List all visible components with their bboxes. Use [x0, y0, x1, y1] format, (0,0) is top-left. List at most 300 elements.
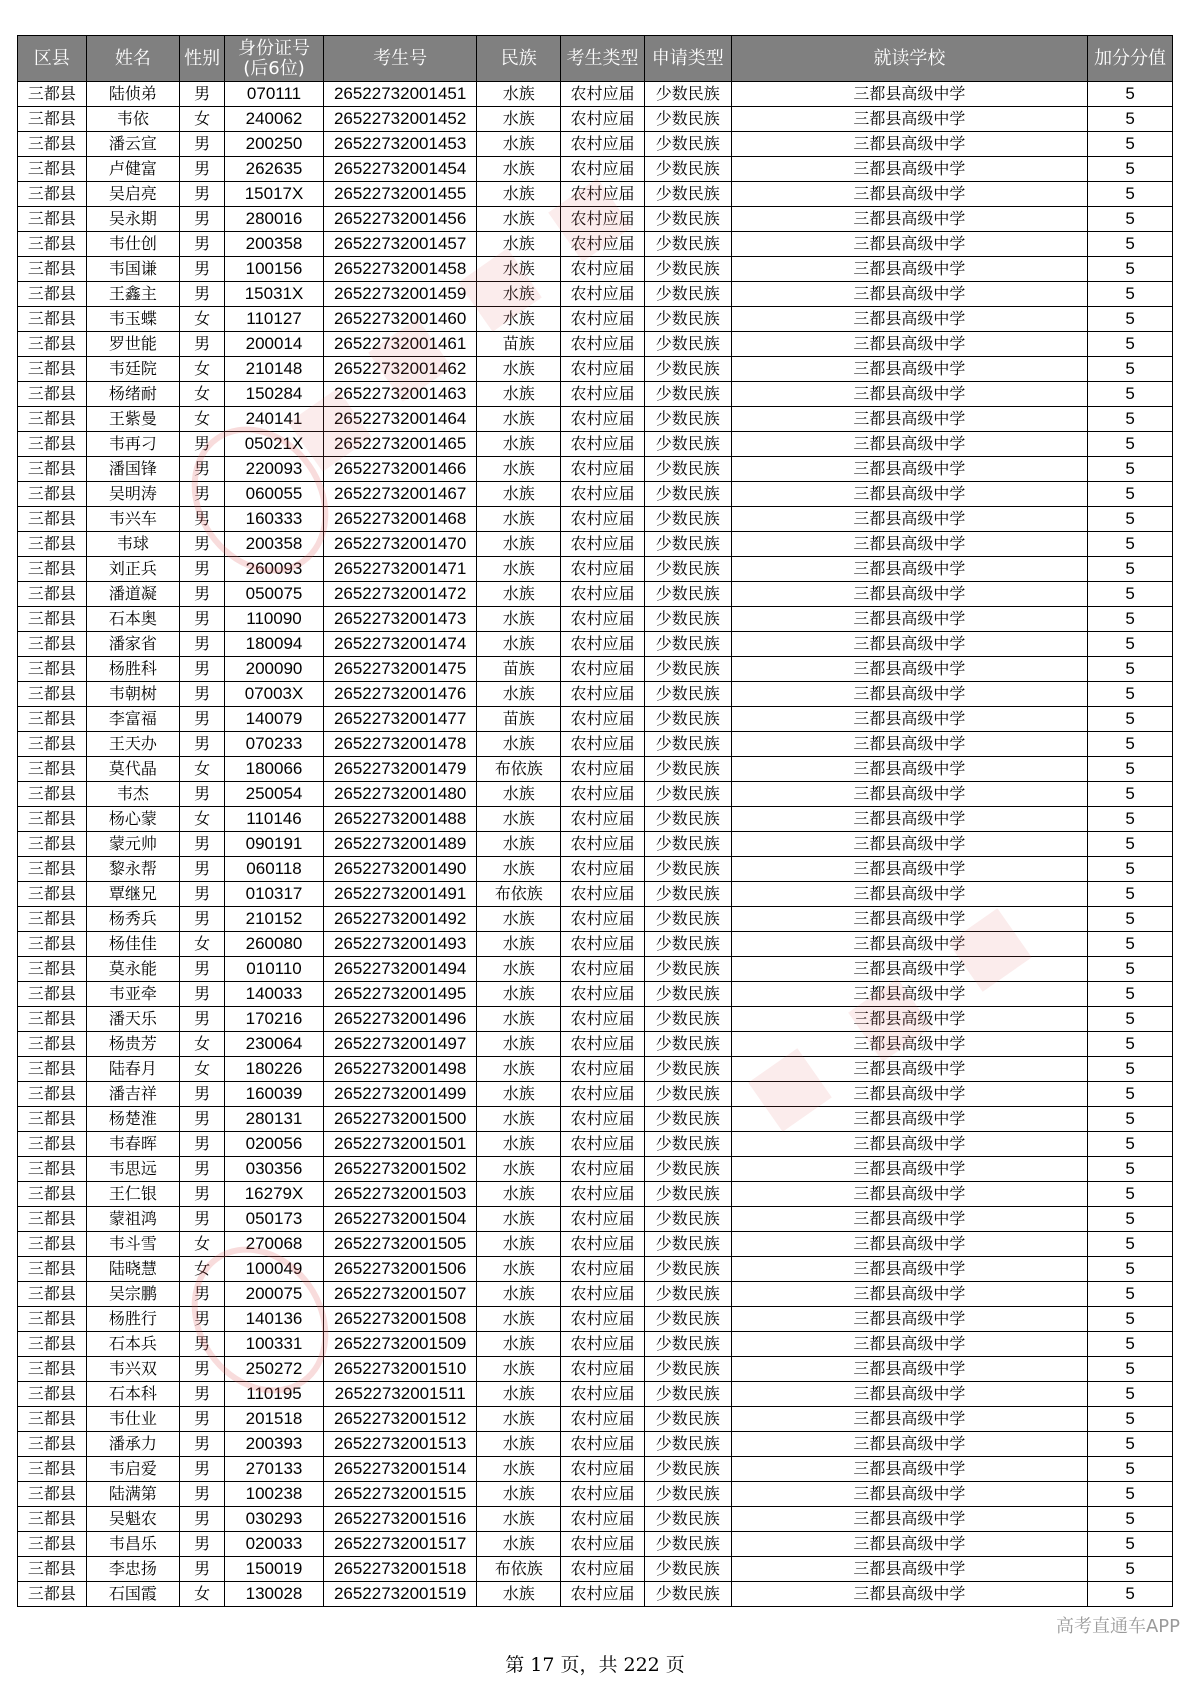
cell-gender: 男 [180, 1507, 225, 1532]
cell-district: 三都县 [18, 857, 87, 882]
cell-ethnicity: 水族 [477, 1057, 561, 1082]
cell-gender: 男 [180, 582, 225, 607]
cell-school: 三都县高级中学 [731, 432, 1087, 457]
cell-exam-number: 26522732001459 [323, 282, 476, 307]
cell-application-type: 少数民族 [644, 1057, 731, 1082]
cell-school: 三都县高级中学 [731, 132, 1087, 157]
cell-exam-number: 26522732001464 [323, 407, 476, 432]
table-row [18, 1232, 1173, 1257]
cell-school: 三都县高级中学 [731, 282, 1087, 307]
table-row [18, 1057, 1173, 1082]
cell-name: 陆侦弟 [86, 82, 179, 107]
cell-bonus-points: 5 [1088, 1532, 1173, 1557]
cell-exam-number: 26522732001471 [323, 557, 476, 582]
table-row [18, 1082, 1173, 1107]
cell-gender: 男 [180, 1132, 225, 1157]
cell-bonus-points: 5 [1088, 1057, 1173, 1082]
cell-exam-number: 26522732001512 [323, 1407, 476, 1432]
cell-ethnicity: 水族 [477, 857, 561, 882]
cell-name: 吴明涛 [86, 482, 179, 507]
cell-ethnicity: 水族 [477, 1032, 561, 1057]
col-header-id-last6 [225, 36, 324, 82]
cell-exam-number: 26522732001452 [323, 107, 476, 132]
cell-name: 吴永期 [86, 207, 179, 232]
cell-school: 三都县高级中学 [731, 507, 1087, 532]
table-row [18, 1582, 1173, 1607]
cell-id-last6: 05021X [225, 432, 324, 457]
cell-id-last6: 010110 [225, 957, 324, 982]
cell-ethnicity: 水族 [477, 432, 561, 457]
cell-ethnicity: 水族 [477, 632, 561, 657]
cell-school: 三都县高级中学 [731, 1107, 1087, 1132]
cell-ethnicity: 水族 [477, 357, 561, 382]
cell-district: 三都县 [18, 357, 87, 382]
cell-student-type: 农村应届 [561, 1432, 645, 1457]
cell-ethnicity: 水族 [477, 457, 561, 482]
cell-application-type: 少数民族 [644, 1082, 731, 1107]
cell-student-type: 农村应届 [561, 407, 645, 432]
cell-id-last6: 15017X [225, 182, 324, 207]
cell-gender: 男 [180, 182, 225, 207]
cell-bonus-points: 5 [1088, 1182, 1173, 1207]
cell-exam-number: 26522732001460 [323, 307, 476, 332]
cell-bonus-points: 5 [1088, 1232, 1173, 1257]
cell-school: 三都县高级中学 [731, 1132, 1087, 1157]
cell-id-last6: 200393 [225, 1432, 324, 1457]
col-header-exam-number: 考生号 [323, 36, 476, 82]
cell-application-type: 少数民族 [644, 1182, 731, 1207]
cell-id-last6: 160039 [225, 1082, 324, 1107]
cell-student-type: 农村应届 [561, 832, 645, 857]
cell-bonus-points: 5 [1088, 1157, 1173, 1182]
cell-ethnicity: 水族 [477, 157, 561, 182]
cell-school: 三都县高级中学 [731, 1157, 1087, 1182]
cell-bonus-points: 5 [1088, 382, 1173, 407]
col-header-school: 就读学校 [731, 36, 1087, 82]
cell-application-type: 少数民族 [644, 707, 731, 732]
cell-id-last6: 200358 [225, 532, 324, 557]
cell-ethnicity: 水族 [477, 932, 561, 957]
table-row [18, 107, 1173, 132]
cell-application-type: 少数民族 [644, 307, 731, 332]
cell-application-type: 少数民族 [644, 832, 731, 857]
cell-id-last6: 220093 [225, 457, 324, 482]
cell-id-last6: 160333 [225, 507, 324, 532]
cell-application-type: 少数民族 [644, 1432, 731, 1457]
cell-district: 三都县 [18, 1332, 87, 1357]
app-watermark-text: 高考直通车APP [1055, 1616, 1180, 1637]
cell-district: 三都县 [18, 507, 87, 532]
cell-gender: 男 [180, 882, 225, 907]
cell-student-type: 农村应届 [561, 232, 645, 257]
cell-district: 三都县 [18, 632, 87, 657]
cell-district: 三都县 [18, 932, 87, 957]
cell-ethnicity: 水族 [477, 982, 561, 1007]
cell-name: 杨绪耐 [86, 382, 179, 407]
cell-student-type: 农村应届 [561, 382, 645, 407]
cell-bonus-points: 5 [1088, 1457, 1173, 1482]
cell-gender: 女 [180, 1232, 225, 1257]
table-row [18, 307, 1173, 332]
cell-district: 三都县 [18, 807, 87, 832]
cell-gender: 男 [180, 632, 225, 657]
cell-name: 石本奥 [86, 607, 179, 632]
cell-gender: 女 [180, 1057, 225, 1082]
cell-student-type: 农村应届 [561, 107, 645, 132]
col-header-id-label: 身份证号 [238, 37, 311, 59]
cell-school: 三都县高级中学 [731, 1307, 1087, 1332]
cell-ethnicity: 水族 [477, 307, 561, 332]
cell-ethnicity: 水族 [477, 1507, 561, 1532]
cell-district: 三都县 [18, 307, 87, 332]
cell-application-type: 少数民族 [644, 457, 731, 482]
table-row [18, 1132, 1173, 1157]
cell-district: 三都县 [18, 82, 87, 107]
cell-exam-number: 26522732001510 [323, 1357, 476, 1382]
cell-gender: 男 [180, 1532, 225, 1557]
table-row [18, 82, 1173, 107]
cell-bonus-points: 5 [1088, 1507, 1173, 1532]
cell-bonus-points: 5 [1088, 807, 1173, 832]
cell-bonus-points: 5 [1088, 1282, 1173, 1307]
cell-school: 三都县高级中学 [731, 857, 1087, 882]
cell-application-type: 少数民族 [644, 807, 731, 832]
table-row [18, 357, 1173, 382]
cell-name: 王仁银 [86, 1182, 179, 1207]
cell-gender: 女 [180, 1032, 225, 1057]
cell-ethnicity: 水族 [477, 207, 561, 232]
cell-bonus-points: 5 [1088, 782, 1173, 807]
table-row [18, 1007, 1173, 1032]
cell-district: 三都县 [18, 982, 87, 1007]
table-row [18, 1557, 1173, 1582]
cell-student-type: 农村应届 [561, 1457, 645, 1482]
cell-application-type: 少数民族 [644, 1207, 731, 1232]
cell-exam-number: 26522732001479 [323, 757, 476, 782]
cell-ethnicity: 苗族 [477, 657, 561, 682]
cell-application-type: 少数民族 [644, 532, 731, 557]
cell-exam-number: 26522732001473 [323, 607, 476, 632]
cell-student-type: 农村应届 [561, 1082, 645, 1107]
cell-bonus-points: 5 [1088, 482, 1173, 507]
cell-school: 三都县高级中学 [731, 1582, 1087, 1607]
cell-application-type: 少数民族 [644, 232, 731, 257]
cell-exam-number: 26522732001507 [323, 1282, 476, 1307]
cell-school: 三都县高级中学 [731, 307, 1087, 332]
table-row [18, 1182, 1173, 1207]
cell-gender: 女 [180, 357, 225, 382]
table-row [18, 1457, 1173, 1482]
cell-gender: 男 [180, 332, 225, 357]
cell-application-type: 少数民族 [644, 582, 731, 607]
cell-exam-number: 26522732001453 [323, 132, 476, 157]
cell-bonus-points: 5 [1088, 407, 1173, 432]
cell-student-type: 农村应届 [561, 1557, 645, 1582]
table-row [18, 1357, 1173, 1382]
cell-school: 三都县高级中学 [731, 557, 1087, 582]
cell-id-last6: 050173 [225, 1207, 324, 1232]
table-row [18, 257, 1173, 282]
cell-name: 王紫曼 [86, 407, 179, 432]
table-row [18, 432, 1173, 457]
cell-district: 三都县 [18, 832, 87, 857]
cell-id-last6: 200090 [225, 657, 324, 682]
cell-school: 三都县高级中学 [731, 1032, 1087, 1057]
cell-application-type: 少数民族 [644, 357, 731, 382]
cell-district: 三都县 [18, 1007, 87, 1032]
cell-gender: 男 [180, 1307, 225, 1332]
cell-bonus-points: 5 [1088, 307, 1173, 332]
cell-district: 三都县 [18, 1407, 87, 1432]
cell-bonus-points: 5 [1088, 1432, 1173, 1457]
cell-application-type: 少数民族 [644, 107, 731, 132]
cell-district: 三都县 [18, 482, 87, 507]
cell-id-last6: 260080 [225, 932, 324, 957]
cell-application-type: 少数民族 [644, 132, 731, 157]
cell-school: 三都县高级中学 [731, 1482, 1087, 1507]
table-row [18, 832, 1173, 857]
col-header-gender: 性别 [180, 36, 225, 82]
table-row [18, 757, 1173, 782]
cell-bonus-points: 5 [1088, 882, 1173, 907]
cell-student-type: 农村应届 [561, 157, 645, 182]
cell-student-type: 农村应届 [561, 182, 645, 207]
cell-name: 韦兴双 [86, 1357, 179, 1382]
cell-bonus-points: 5 [1088, 1007, 1173, 1032]
cell-gender: 女 [180, 107, 225, 132]
cell-student-type: 农村应届 [561, 932, 645, 957]
cell-school: 三都县高级中学 [731, 1207, 1087, 1232]
cell-bonus-points: 5 [1088, 1332, 1173, 1357]
table-row [18, 1532, 1173, 1557]
bonus-points-table [17, 35, 1173, 1607]
cell-student-type: 农村应届 [561, 707, 645, 732]
cell-gender: 男 [180, 832, 225, 857]
cell-student-type: 农村应届 [561, 1582, 645, 1607]
cell-exam-number: 26522732001496 [323, 1007, 476, 1032]
cell-id-last6: 070233 [225, 732, 324, 757]
cell-school: 三都县高级中学 [731, 1007, 1087, 1032]
cell-id-last6: 090191 [225, 832, 324, 857]
cell-ethnicity: 水族 [477, 782, 561, 807]
cell-name: 潘云宣 [86, 132, 179, 157]
cell-school: 三都县高级中学 [731, 807, 1087, 832]
cell-student-type: 农村应届 [561, 657, 645, 682]
cell-district: 三都县 [18, 157, 87, 182]
cell-gender: 女 [180, 1257, 225, 1282]
cell-gender: 男 [180, 1332, 225, 1357]
cell-exam-number: 26522732001476 [323, 682, 476, 707]
cell-exam-number: 26522732001509 [323, 1332, 476, 1357]
cell-district: 三都县 [18, 1207, 87, 1232]
cell-school: 三都县高级中学 [731, 757, 1087, 782]
cell-bonus-points: 5 [1088, 1207, 1173, 1232]
cell-ethnicity: 水族 [477, 1382, 561, 1407]
cell-student-type: 农村应届 [561, 1057, 645, 1082]
cell-bonus-points: 5 [1088, 457, 1173, 482]
cell-name: 杨佳佳 [86, 932, 179, 957]
cell-exam-number: 26522732001504 [323, 1207, 476, 1232]
table-row [18, 207, 1173, 232]
cell-school: 三都县高级中学 [731, 1457, 1087, 1482]
cell-exam-number: 26522732001463 [323, 382, 476, 407]
cell-application-type: 少数民族 [644, 1332, 731, 1357]
cell-name: 韦启爱 [86, 1457, 179, 1482]
cell-application-type: 少数民族 [644, 257, 731, 282]
cell-district: 三都县 [18, 107, 87, 132]
cell-student-type: 农村应届 [561, 1332, 645, 1357]
cell-ethnicity: 水族 [477, 1007, 561, 1032]
cell-gender: 男 [180, 1082, 225, 1107]
cell-exam-number: 26522732001480 [323, 782, 476, 807]
cell-name: 莫永能 [86, 957, 179, 982]
table-row [18, 282, 1173, 307]
cell-school: 三都县高级中学 [731, 957, 1087, 982]
cell-exam-number: 26522732001500 [323, 1107, 476, 1132]
cell-gender: 男 [180, 207, 225, 232]
cell-bonus-points: 5 [1088, 1257, 1173, 1282]
cell-id-last6: 060055 [225, 482, 324, 507]
cell-exam-number: 26522732001513 [323, 1432, 476, 1457]
cell-student-type: 农村应届 [561, 1382, 645, 1407]
cell-application-type: 少数民族 [644, 632, 731, 657]
cell-ethnicity: 水族 [477, 257, 561, 282]
cell-bonus-points: 5 [1088, 1082, 1173, 1107]
cell-bonus-points: 5 [1088, 1357, 1173, 1382]
cell-gender: 男 [180, 1457, 225, 1482]
cell-id-last6: 130028 [225, 1582, 324, 1607]
table-row [18, 332, 1173, 357]
cell-student-type: 农村应届 [561, 882, 645, 907]
cell-name: 韦玉蝶 [86, 307, 179, 332]
cell-ethnicity: 水族 [477, 1407, 561, 1432]
cell-name: 罗世能 [86, 332, 179, 357]
cell-exam-number: 26522732001514 [323, 1457, 476, 1482]
table-row [18, 1407, 1173, 1432]
table-row [18, 507, 1173, 532]
cell-ethnicity: 水族 [477, 907, 561, 932]
cell-student-type: 农村应届 [561, 557, 645, 582]
cell-bonus-points: 5 [1088, 257, 1173, 282]
cell-name: 吴宗鹏 [86, 1282, 179, 1307]
cell-ethnicity: 水族 [477, 1282, 561, 1307]
cell-name: 杨心蒙 [86, 807, 179, 832]
cell-id-last6: 150284 [225, 382, 324, 407]
cell-student-type: 农村应届 [561, 1232, 645, 1257]
cell-school: 三都县高级中学 [731, 357, 1087, 382]
cell-exam-number: 26522732001451 [323, 82, 476, 107]
table-row [18, 632, 1173, 657]
cell-gender: 男 [180, 682, 225, 707]
cell-student-type: 农村应届 [561, 1482, 645, 1507]
cell-name: 石本科 [86, 1382, 179, 1407]
cell-bonus-points: 5 [1088, 607, 1173, 632]
cell-district: 三都县 [18, 1182, 87, 1207]
cell-id-last6: 250272 [225, 1357, 324, 1382]
cell-ethnicity: 水族 [477, 1582, 561, 1607]
cell-name: 韦朝树 [86, 682, 179, 707]
cell-bonus-points: 5 [1088, 707, 1173, 732]
cell-exam-number: 26522732001506 [323, 1257, 476, 1282]
cell-id-last6: 050075 [225, 582, 324, 607]
cell-gender: 男 [180, 1432, 225, 1457]
table-row [18, 457, 1173, 482]
cell-id-last6: 110127 [225, 307, 324, 332]
cell-name: 覃继兄 [86, 882, 179, 907]
cell-exam-number: 26522732001494 [323, 957, 476, 982]
cell-student-type: 农村应届 [561, 807, 645, 832]
cell-gender: 男 [180, 457, 225, 482]
cell-school: 三都县高级中学 [731, 107, 1087, 132]
cell-name: 韦斗雪 [86, 1232, 179, 1257]
cell-district: 三都县 [18, 657, 87, 682]
cell-name: 黎永帮 [86, 857, 179, 882]
cell-application-type: 少数民族 [644, 732, 731, 757]
cell-ethnicity: 布依族 [477, 882, 561, 907]
cell-bonus-points: 5 [1088, 582, 1173, 607]
cell-gender: 女 [180, 807, 225, 832]
cell-id-last6: 240141 [225, 407, 324, 432]
cell-application-type: 少数民族 [644, 982, 731, 1007]
cell-exam-number: 26522732001495 [323, 982, 476, 1007]
cell-district: 三都县 [18, 607, 87, 632]
cell-school: 三都县高级中学 [731, 1432, 1087, 1457]
cell-application-type: 少数民族 [644, 1507, 731, 1532]
table-row [18, 1257, 1173, 1282]
cell-exam-number: 26522732001466 [323, 457, 476, 482]
cell-bonus-points: 5 [1088, 157, 1173, 182]
cell-name: 石国霞 [86, 1582, 179, 1607]
cell-bonus-points: 5 [1088, 732, 1173, 757]
cell-student-type: 农村应届 [561, 1032, 645, 1057]
cell-id-last6: 180094 [225, 632, 324, 657]
cell-id-last6: 210148 [225, 357, 324, 382]
cell-application-type: 少数民族 [644, 432, 731, 457]
cell-student-type: 农村应届 [561, 1357, 645, 1382]
cell-application-type: 少数民族 [644, 1107, 731, 1132]
cell-application-type: 少数民族 [644, 1532, 731, 1557]
cell-student-type: 农村应届 [561, 82, 645, 107]
cell-gender: 男 [180, 707, 225, 732]
cell-application-type: 少数民族 [644, 782, 731, 807]
cell-name: 李忠扬 [86, 1557, 179, 1582]
cell-name: 杨秀兵 [86, 907, 179, 932]
cell-exam-number: 26522732001458 [323, 257, 476, 282]
cell-ethnicity: 水族 [477, 1482, 561, 1507]
table-row [18, 182, 1173, 207]
cell-exam-number: 26522732001472 [323, 582, 476, 607]
cell-id-last6: 280016 [225, 207, 324, 232]
table-row [18, 707, 1173, 732]
cell-bonus-points: 5 [1088, 232, 1173, 257]
cell-exam-number: 26522732001493 [323, 932, 476, 957]
cell-name: 潘家省 [86, 632, 179, 657]
cell-district: 三都县 [18, 882, 87, 907]
cell-name: 韦仕创 [86, 232, 179, 257]
cell-exam-number: 26522732001475 [323, 657, 476, 682]
cell-student-type: 农村应届 [561, 1132, 645, 1157]
cell-district: 三都县 [18, 532, 87, 557]
cell-ethnicity: 水族 [477, 282, 561, 307]
cell-student-type: 农村应届 [561, 607, 645, 632]
cell-district: 三都县 [18, 1057, 87, 1082]
cell-ethnicity: 水族 [477, 582, 561, 607]
cell-name: 潘国锋 [86, 457, 179, 482]
cell-gender: 男 [180, 1357, 225, 1382]
cell-application-type: 少数民族 [644, 1357, 731, 1382]
cell-name: 韦杰 [86, 782, 179, 807]
cell-exam-number: 26522732001492 [323, 907, 476, 932]
